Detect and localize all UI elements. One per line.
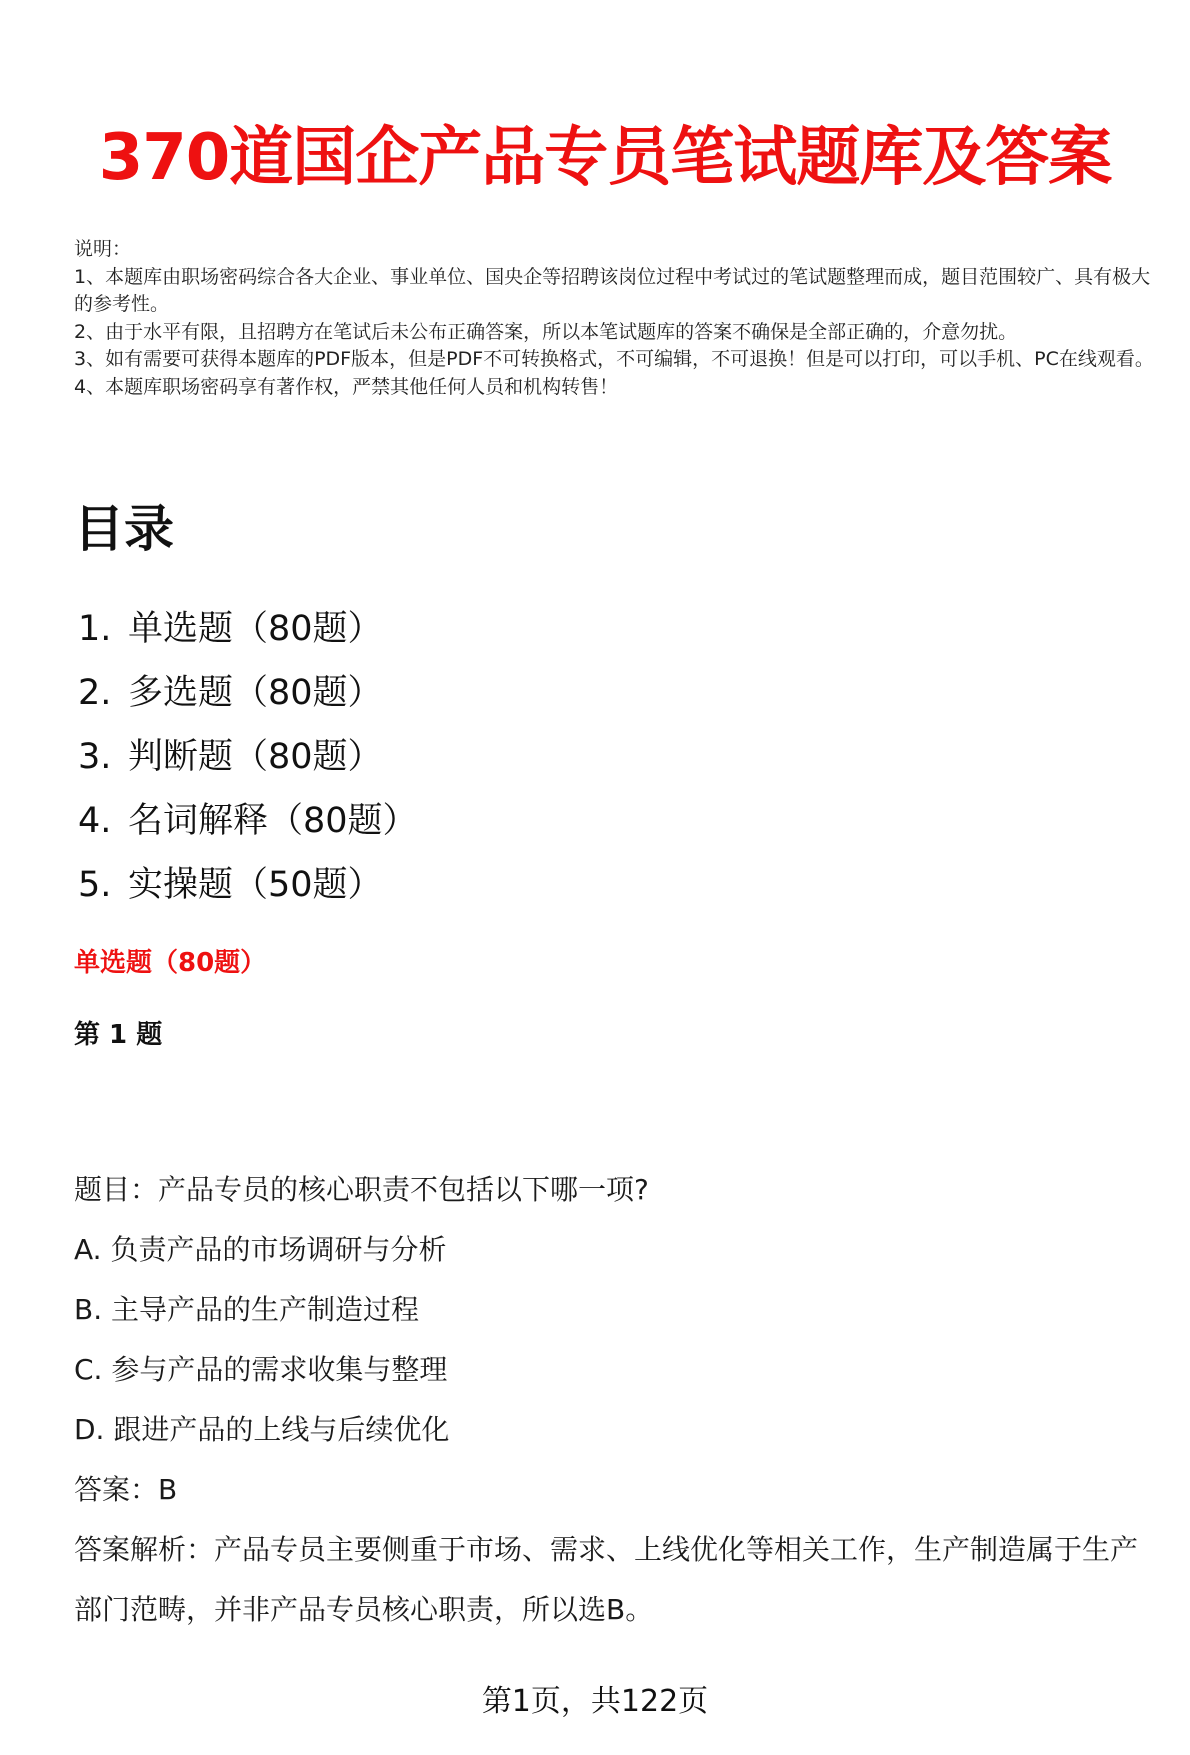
toc-heading: 目录	[74, 500, 174, 558]
toc-item[interactable]	[78, 597, 418, 661]
toc-item[interactable]	[78, 853, 418, 917]
instructions-block	[74, 236, 1154, 401]
toc-item[interactable]	[78, 789, 418, 853]
instruction-item: 1、本题库由职场密码综合各大企业、事业单位、国央企等招聘该岗位过程中考试过的笔试题整理而成，题目范围较广、具有极大的参考性。	[74, 265, 1151, 315]
instruction-item: 2、由于水平有限，且招聘方在笔试后未公布正确答案，所以本笔试题库的答案不确保是全部正确的，介意勿扰。	[74, 320, 1018, 343]
toc-item-label: 单选题（80题）	[128, 609, 383, 649]
option-d: D. 跟进产品的上线与后续优化	[74, 1413, 450, 1446]
toc-item-label: 多选题（80题）	[128, 673, 383, 713]
toc-item-number: 5.	[78, 865, 112, 905]
option-c: C. 参与产品的需求收集与整理	[74, 1353, 448, 1386]
option-b: B. 主导产品的生产制造过程	[74, 1293, 420, 1326]
toc-item-label: 名词解释（80题）	[128, 801, 418, 841]
document-title: 370道国企产品专员笔试题库及答案	[98, 121, 1112, 195]
question-stem: 题目：产品专员的核心职责不包括以下哪一项?	[74, 1173, 649, 1206]
instructions-heading: 说明：	[74, 238, 132, 260]
question-block	[74, 1160, 1164, 1640]
option-a: A. 负责产品的市场调研与分析	[74, 1233, 447, 1266]
toc-item-label: 实操题（50题）	[128, 865, 383, 905]
toc-item-number: 3.	[78, 737, 112, 777]
toc-item-label: 判断题（80题）	[128, 737, 383, 777]
section-title: 单选题（80题）	[74, 948, 267, 978]
toc-item-number: 2.	[78, 673, 112, 713]
page-footer: 第1页，共122页	[481, 1684, 709, 1719]
table-of-contents	[78, 597, 418, 917]
answer: 答案：B	[74, 1473, 178, 1506]
instruction-item: 3、如有需要可获得本题库的PDF版本，但是PDF不可转换格式，不可编辑，不可退换！但是可以打印，可以手机、PC在线观看。	[74, 348, 1154, 370]
toc-item[interactable]	[78, 661, 418, 725]
toc-item-number: 4.	[78, 801, 112, 841]
toc-item[interactable]	[78, 725, 418, 789]
toc-item-number: 1.	[78, 609, 112, 649]
question-number: 第 1 题	[74, 1020, 163, 1050]
instruction-item: 4、本题库职场密码享有著作权，严禁其他任何人员和机构转售！	[74, 375, 619, 398]
answer-explanation: 答案解析：产品专员主要侧重于市场、需求、上线优化等相关工作，生产制造属于生产部门范畴，并非产品专员核心职责，所以选B。	[74, 1533, 1139, 1626]
